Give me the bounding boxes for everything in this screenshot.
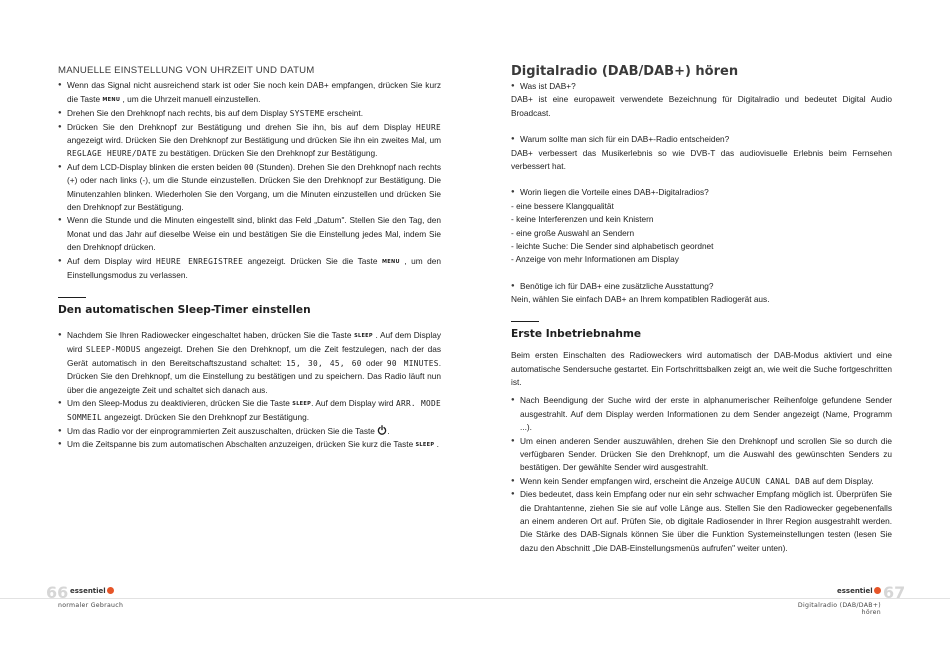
faq-q1 — [511, 80, 892, 93]
faq-q4 — [511, 280, 892, 293]
sleep-timer-heading: Den automatischen Sleep-Timer einstellen — [58, 304, 311, 316]
brand-logo: essentiel — [70, 587, 114, 595]
faq-a4: Nein, wählen Sie einfach DAB+ an Ihrem kompatiblen Radiogerät aus. — [511, 294, 770, 305]
list-item: - Anzeige von mehr Informationen am Display — [511, 254, 679, 265]
first-setup-list — [511, 394, 892, 555]
footer-caption: Digitalradio (DAB/DAB+) hören — [797, 602, 881, 616]
list-item: ● Wenn das Signal nicht ausreichend stark ist oder Sie noch kein DAB+ empfangen, drücken Sie kurz die Taste MENU , um die Uhrzeit manuell einzustellen. — [58, 79, 441, 107]
footer-caption: normaler Gebrauch — [58, 602, 124, 609]
time-setting-list — [58, 79, 441, 282]
right-column — [511, 64, 892, 555]
list-item: ● Drehen Sie den Drehknopf nach rechts, bis auf dem Display SYSTEME erscheint. — [58, 107, 441, 120]
lcd-text: 00 — [243, 162, 254, 172]
list-item: ● Worin liegen die Vorteile eines DAB+-Digitalradios? — [511, 186, 892, 199]
lcd-text: AUCUN CANAL DAB — [735, 476, 811, 486]
list-item: ● Was ist DAB+? — [511, 80, 892, 93]
list-item: ● Nachdem Sie Ihren Radiowecker eingeschaltet haben, drücken Sie die Taste SLEEP . Auf dem Display wird SLEEP-MODUS angezeigt. Drehen Sie den Drehknopf, um die Zeit festzulegen, nach der das Gerät automatisch in den Bereitschaftszustand schaltet: 15, 30, 45, 60 oder 90 MINUTES. Drücken Sie den Drehknopf, um die Einstellung zu bestätigen und zu speichern. Das Radio läuft nun über die angezeigte Zeit und schaltet sich danach aus. — [58, 329, 441, 397]
sleep-key-label: SLEEP — [292, 401, 312, 408]
faq-q3 — [511, 186, 892, 199]
list-item: ● Benötige ich für DAB+ eine zusätzliche Ausstattung? — [511, 280, 892, 293]
footer-divider — [0, 598, 475, 599]
list-item: ● Um den Sleep-Modus zu deaktivieren, drücken Sie die Taste SLEEP. Auf dem Display wird ARR. MODE SOMMEIL angezeigt. Drücken Sie den Drehknopf zur Bestätigung. — [58, 397, 441, 425]
left-column — [58, 64, 441, 453]
footer-divider — [475, 598, 950, 599]
right-page — [475, 0, 950, 656]
brand-logo: essentiel — [837, 587, 881, 595]
list-item: - eine bessere Klangqualität — [511, 200, 614, 211]
lcd-text: HEURE ENREGISTREE — [155, 256, 244, 266]
list-item: ● Um einen anderen Sender auszuwählen, drehen Sie den Drehknopf und scrollen Sie so durch die verfügbaren Sender. Drücken Sie den Drehknopf, um die Auswahl des gewünschten Senders zu bestätigen. Der gewählte Sender wird ausgestrahlt. — [511, 435, 892, 475]
lcd-text: 15, 30, 45, 60 — [286, 358, 362, 368]
first-setup-intro: Beim ersten Einschalten des Radioweckers wird automatisch der DAB-Modus aktiviert und eine automatische Sendersuche gestartet. Ein Fortschrittsbalken zeigt an, wie weit die Suche fortgeschritten ist. — [511, 350, 892, 387]
page-number: 66 — [46, 583, 69, 602]
brand-b-icon — [107, 587, 114, 594]
brand-b-icon — [874, 587, 881, 594]
list-item: ● Auf dem LCD-Display blinken die ersten beiden 00 (Stunden). Drehen Sie den Drehknopf nach rechts (+) oder nach links (-), um die Stunde einzustellen. Drücken Sie den Drehknopf zur Bestätigung. Die Minutenzahlen blinken. Wiederholen Sie den Vorgang, um die Minuten einzustellen und drücken Sie den Drehknopf zur Bestätigung. — [58, 161, 441, 215]
lcd-text: HEURE — [416, 122, 441, 132]
menu-key-label: MENU — [381, 258, 400, 265]
sleep-key-label: SLEEP — [354, 333, 373, 339]
lcd-text: 90 MINUTES — [386, 358, 439, 368]
list-item: ● Warum sollte man sich für ein DAB+-Radio entscheiden? — [511, 133, 892, 146]
list-item: ● Wenn die Stunde und die Minuten eingestellt sind, blinkt das Feld „Datum". Stellen Sie den Tag, den Monat und das Jahr auf dieselbe Weise ein und bestätigen Sie die Einstellung jedes Mal, indem Sie den Drehknopf drücken. — [58, 214, 441, 254]
list-item: - leichte Suche: Die Sender sind alphabetisch geordnet — [511, 241, 714, 252]
lcd-text: REGLAGE HEURE/DATE — [67, 149, 157, 159]
lcd-text: SYSTEME — [289, 109, 325, 119]
list-item: - keine Interferenzen und kein Knistern — [511, 214, 654, 225]
sleep-key-label: SLEEP — [415, 442, 435, 449]
list-item: ● Um das Radio vor der einprogrammierten Zeit auszuschalten, drücken Sie die Taste . — [58, 425, 441, 438]
advantages-list — [511, 200, 892, 267]
list-item: ● Dies bedeutet, dass kein Empfang oder nur ein sehr schwacher Empfang möglich ist. Überprüfen Sie die Drahtantenne, ziehen Sie sie auf volle Länge aus. Stellen Sie den Radiowecker gegebenenfalls an einem anderen Ort auf. Prüfen Sie, ob digitale Radiosender in Ihrer Region ausgestrahlt werden. Die Stärke des DAB-Signals können Sie über die Funktion Systemeinstellungen testen (lesen Sie dazu den Abschnitt „Die DAB-Einstellungsmenüs aufrufen" weiter unten). — [511, 488, 892, 555]
power-icon — [377, 425, 387, 435]
faq-a2: DAB+ verbessert das Musikerlebnis so wie DVB-T das audiovisuelle Erlebnis beim Fernsehen verbessert hat. — [511, 147, 892, 172]
menu-key-label: MENU — [102, 96, 121, 103]
sleep-timer-list — [58, 329, 441, 453]
list-item: ● Um die Zeitspanne bis zum automatischen Abschalten anzuzeigen, drücken Sie kurz die Taste SLEEP . — [58, 438, 441, 452]
time-setting-heading: MANUELLE EINSTELLUNG VON UHRZEIT UND DATUM — [58, 65, 315, 76]
faq-q2 — [511, 133, 892, 146]
list-item: - eine große Auswahl an Sendern — [511, 227, 635, 238]
page-number: 67 — [883, 583, 906, 602]
lcd-text: ARR. MODE SOMMEIL — [67, 399, 441, 423]
list-item: ● Nach Beendigung der Suche wird der erste in alphanumerischer Reihenfolge gefundene Sender ausgestrahlt. Auf dem Display werden Informationen zu dem Sender angezeigt (Name, Programm ...). — [511, 394, 892, 434]
lcd-text: SLEEP-MODUS — [85, 345, 141, 355]
list-item: ● Auf dem Display wird HEURE ENREGISTREE angezeigt. Drücken Sie die Taste MENU , um den Einstellungsmodus zu verlassen. — [58, 255, 441, 283]
first-setup-heading: Erste Inbetriebnahme — [511, 328, 642, 341]
list-item: ● Wenn kein Sender empfangen wird, erscheint die Anzeige AUCUN CANAL DAB auf dem Display. — [511, 475, 892, 488]
page-title: Digitalradio (DAB/DAB+) hören — [511, 64, 739, 79]
faq-a1: DAB+ ist eine europaweit verwendete Bezeichnung für Digitalradio und bedeutet Digital Audio Broadcast. — [511, 94, 892, 118]
list-item: ● Drücken Sie den Drehknopf zur Bestätigung und drehen Sie ihn, bis auf dem Display HEURE angezeigt wird. Drücken Sie den Drehknopf zur Bestätigung und drücken Sie ihn ein zweites Mal, um REGLAGE HEURE/DATE zu bestätigen. Drücken Sie den Drehknopf zur Bestätigung. — [58, 121, 441, 161]
